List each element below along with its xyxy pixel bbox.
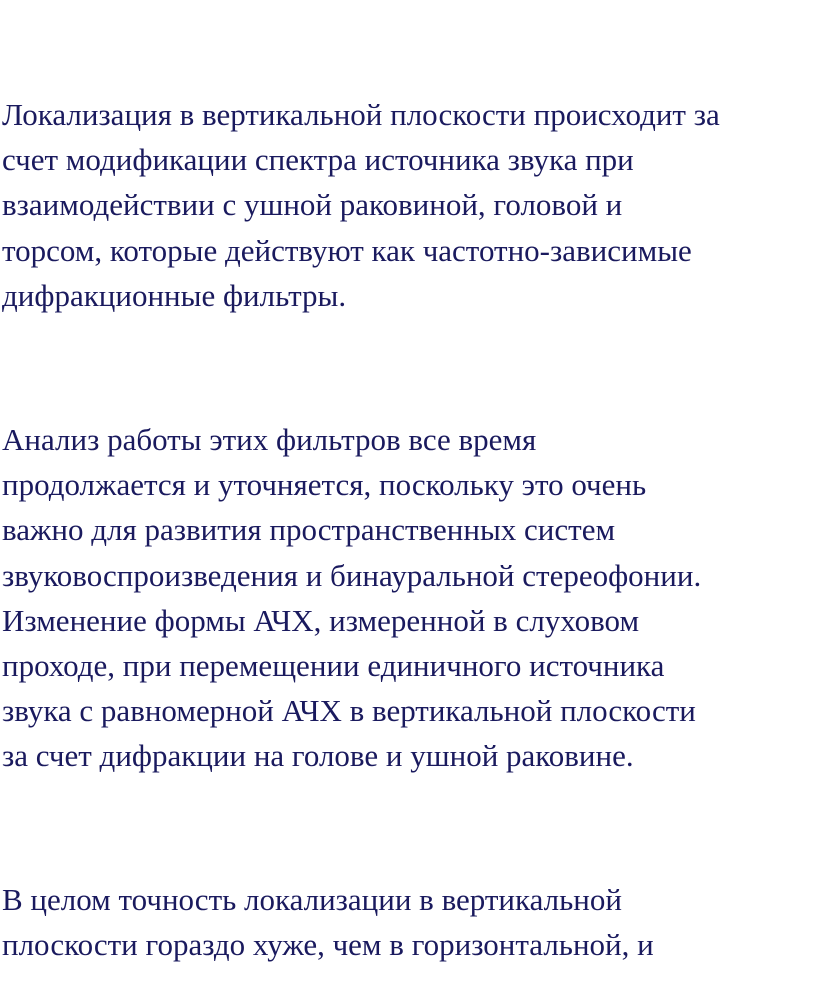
text-line: торсом, которые действуют как частотно-зависимые <box>2 232 692 268</box>
text-line: В целом точность локализации в вертикальной <box>2 882 622 917</box>
text-line: проходе, при перемещении единичного источника <box>2 648 665 684</box>
paragraph-vertical-localization <box>2 92 810 318</box>
paragraph-accuracy <box>2 877 810 967</box>
text-line: Локализация в вертикальной плоскости происходит за <box>2 97 720 132</box>
text-line: звуковоспроизведения и бинауральной стереофонии. <box>2 557 702 593</box>
text-line: Изменение формы АЧХ, измеренной в слуховом <box>2 602 640 638</box>
text-line: звука с равномерной АЧХ в вертикальной плоскости <box>2 693 696 729</box>
text-line: счет модификации спектра источника звука при <box>2 142 634 178</box>
text-line: взаимодействии с ушной раковиной, головой и <box>2 187 623 223</box>
text-line: Анализ работы этих фильтров все время <box>2 422 537 457</box>
text-line: продолжается и уточняется, поскольку это очень <box>2 467 647 503</box>
paragraph-filter-analysis <box>2 417 810 779</box>
text-line: важно для развития пространственных систем <box>2 512 616 548</box>
text-line: за счет дифракции на голове и ушной раковине. <box>2 738 634 774</box>
text-line: плоскости гораздо хуже, чем в горизонтальной, и <box>2 927 654 963</box>
text-line: дифракционные фильтры. <box>2 277 347 313</box>
